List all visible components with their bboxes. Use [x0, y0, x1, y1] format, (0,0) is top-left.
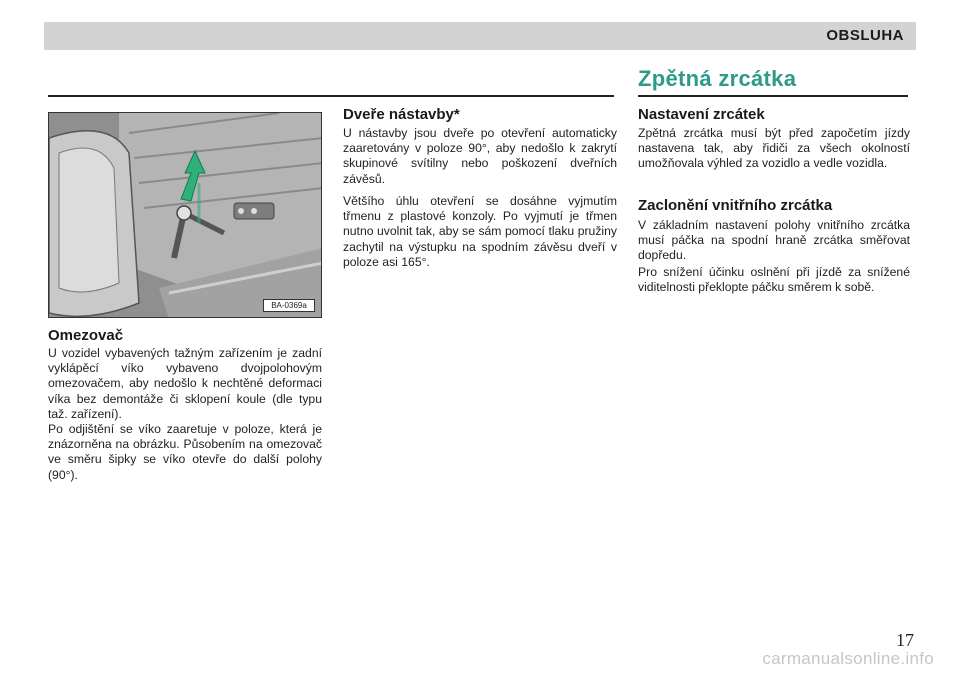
page-number: 17: [896, 630, 914, 650]
watermark: carmanualsonline.info: [762, 649, 934, 668]
col3-paragraph-1: Zpětná zrcátka musí být před započetím jízdy nastavena tak, aby řidiči za všech okolností umožňovala výhled za vozidlo a vedle vozidla.: [638, 126, 910, 171]
col3-paragraph-3: Pro snížení účinku oslnění při jízdě za snížené viditelnosti překlopte páčku směrem k sobě.: [638, 265, 910, 295]
figure-tailgate-limiter: [48, 112, 322, 318]
heading-nastaveni-zrcatek: Nastavení zrcátek: [638, 106, 765, 123]
col3-paragraph-2: V základním nastavení polohy vnitřního zrcátka musí páčka na spodní hraně zrcátka směřovat dopředu.: [638, 218, 910, 263]
heading-dvere-nastavby: Dveře nástavby*: [343, 106, 460, 123]
figure-illustration: [49, 113, 322, 318]
col1-paragraph-1: U vozidel vybavených tažným zařízením je zadní vyklápěcí víko vybaveno dvojpolohovým omezovačem, aby nedošlo k nechtěné deformaci víka bez demontáže či sklopení koule (dle typu taž. zařízení).: [48, 346, 322, 421]
header-bar: [44, 22, 916, 50]
header-title: OBSLUHA: [826, 27, 904, 44]
rule-left: [48, 95, 614, 97]
col2-paragraph-2: Většího úhlu otevření se dosáhne vyjmutím třmenu z plastové konzoly. Po vyjmutí je třmen nutno uvolnit tak, aby se sám pomocí tlaku pružiny zachytil na výstupku na spodním závěsu dveří v poloze asi 165°.: [343, 194, 617, 269]
col1-paragraph-2: Po odjištění se víko zaaretuje v poloze, která je znázorněna na obrázku. Působením na omezovač ve směru šipky se víko otevře do další polohy (90°).: [48, 422, 322, 482]
heading-zacloneni-zrcatka: Zaclonění vnitřního zrcátka: [638, 197, 833, 214]
col2-paragraph-1: U nástavby jsou dveře po otevření automaticky zaaretovány v poloze 90°, aby nedošlo k zakrytí skupinové svítilny nebo poškození dveřních závěsů.: [343, 126, 617, 186]
heading-omezovac: Omezovač: [48, 327, 124, 344]
section-title: Zpětná zrcátka: [638, 66, 797, 91]
figure-code: BA-0369a: [263, 299, 315, 312]
rule-right: [638, 95, 908, 97]
